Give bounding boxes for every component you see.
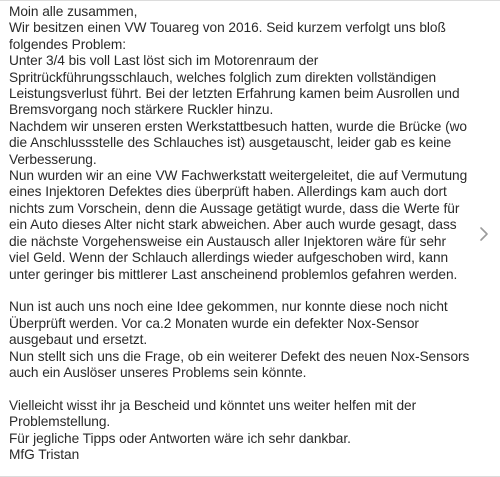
message-line: folgendes Problem: (9, 36, 127, 52)
message-line: Verbesserung. (9, 151, 97, 167)
message-line: Für jegliche Tipps oder Antworten wäre ich sehr dankbar. (9, 430, 351, 446)
chevron-right-icon[interactable] (478, 226, 490, 242)
message-line: Nachdem wir unseren ersten Werkstattbesuch hatten, wurde die Brücke (wo (9, 118, 467, 134)
message-line: Bremsvorgang noch stärkere Ruckler hinzu. (9, 102, 274, 118)
message-line: unter geringer bis mittlerer Last anscheinend problemlos gefahren werden. (9, 266, 458, 282)
message-line: Wir besitzen einen VW Touareg von 2016. Seid kurzem verfolgt uns bloß (9, 20, 446, 36)
message-line: Nun stellt sich uns die Frage, ob ein weiterer Defekt des neuen Nox-Sensors (9, 348, 470, 364)
message-line: MfG Tristan (9, 446, 80, 462)
message-line: nichts zum Vorschein, denn die Aussage getätigt wurde, dass die Werte für (9, 200, 460, 216)
message-line: die nächste Vorgehensweise ein Austausch aller Injektoren wäre für sehr (9, 233, 446, 249)
message-line: auch ein Auslöser unseres Problems sein könnte. (9, 364, 307, 380)
message-line: die Anschlussstelle des Schlauches ist) ausgetauscht, leider gab es keine (9, 135, 452, 151)
message-body (9, 4, 479, 463)
paragraph-gap (9, 283, 479, 299)
message-line: Vielleicht wisst ihr ja Bescheid und könntet uns weiter helfen mit der (9, 397, 417, 413)
message-line: Unter 3/4 bis voll Last löst sich im Motorenraum der (9, 53, 319, 69)
message-line: ausgebaut und ersetzt. (9, 332, 148, 348)
message-line: Problemstellung. (9, 414, 111, 430)
paragraph-gap (9, 381, 479, 397)
message-line: viel Geld. Wenn der Schlauch allerdings wieder aufgeschoben wird, kann (9, 250, 449, 266)
top-divider (0, 0, 500, 1)
message-line: Spritrückführungsschlauch, welches folglich zum direkten vollständigen (9, 69, 437, 85)
message-line: eines Injektoren Defektes dies überprüft haben. Allerdings kam auch dort (9, 184, 447, 200)
message-line: Überprüft werden. Vor ca.2 Monaten wurde ein defekter Nox-Sensor (9, 315, 419, 331)
message-line: Moin alle zusammen, (9, 4, 138, 19)
message-line: Leistungsverlust führt. Bei der letzten Erfahrung kamen beim Ausrollen und (9, 86, 460, 102)
message-line: Nun ist auch uns noch eine Idee gekommen, nur konnte diese noch nicht (9, 299, 448, 315)
message-line: Nun wurden wir an eine VW Fachwerkstatt weitergeleitet, die auf Vermutung (9, 168, 468, 184)
message-line: ein Auto dieses Alter nicht stark abweichen. Aber auch wurde gesagt, dass (9, 217, 457, 233)
